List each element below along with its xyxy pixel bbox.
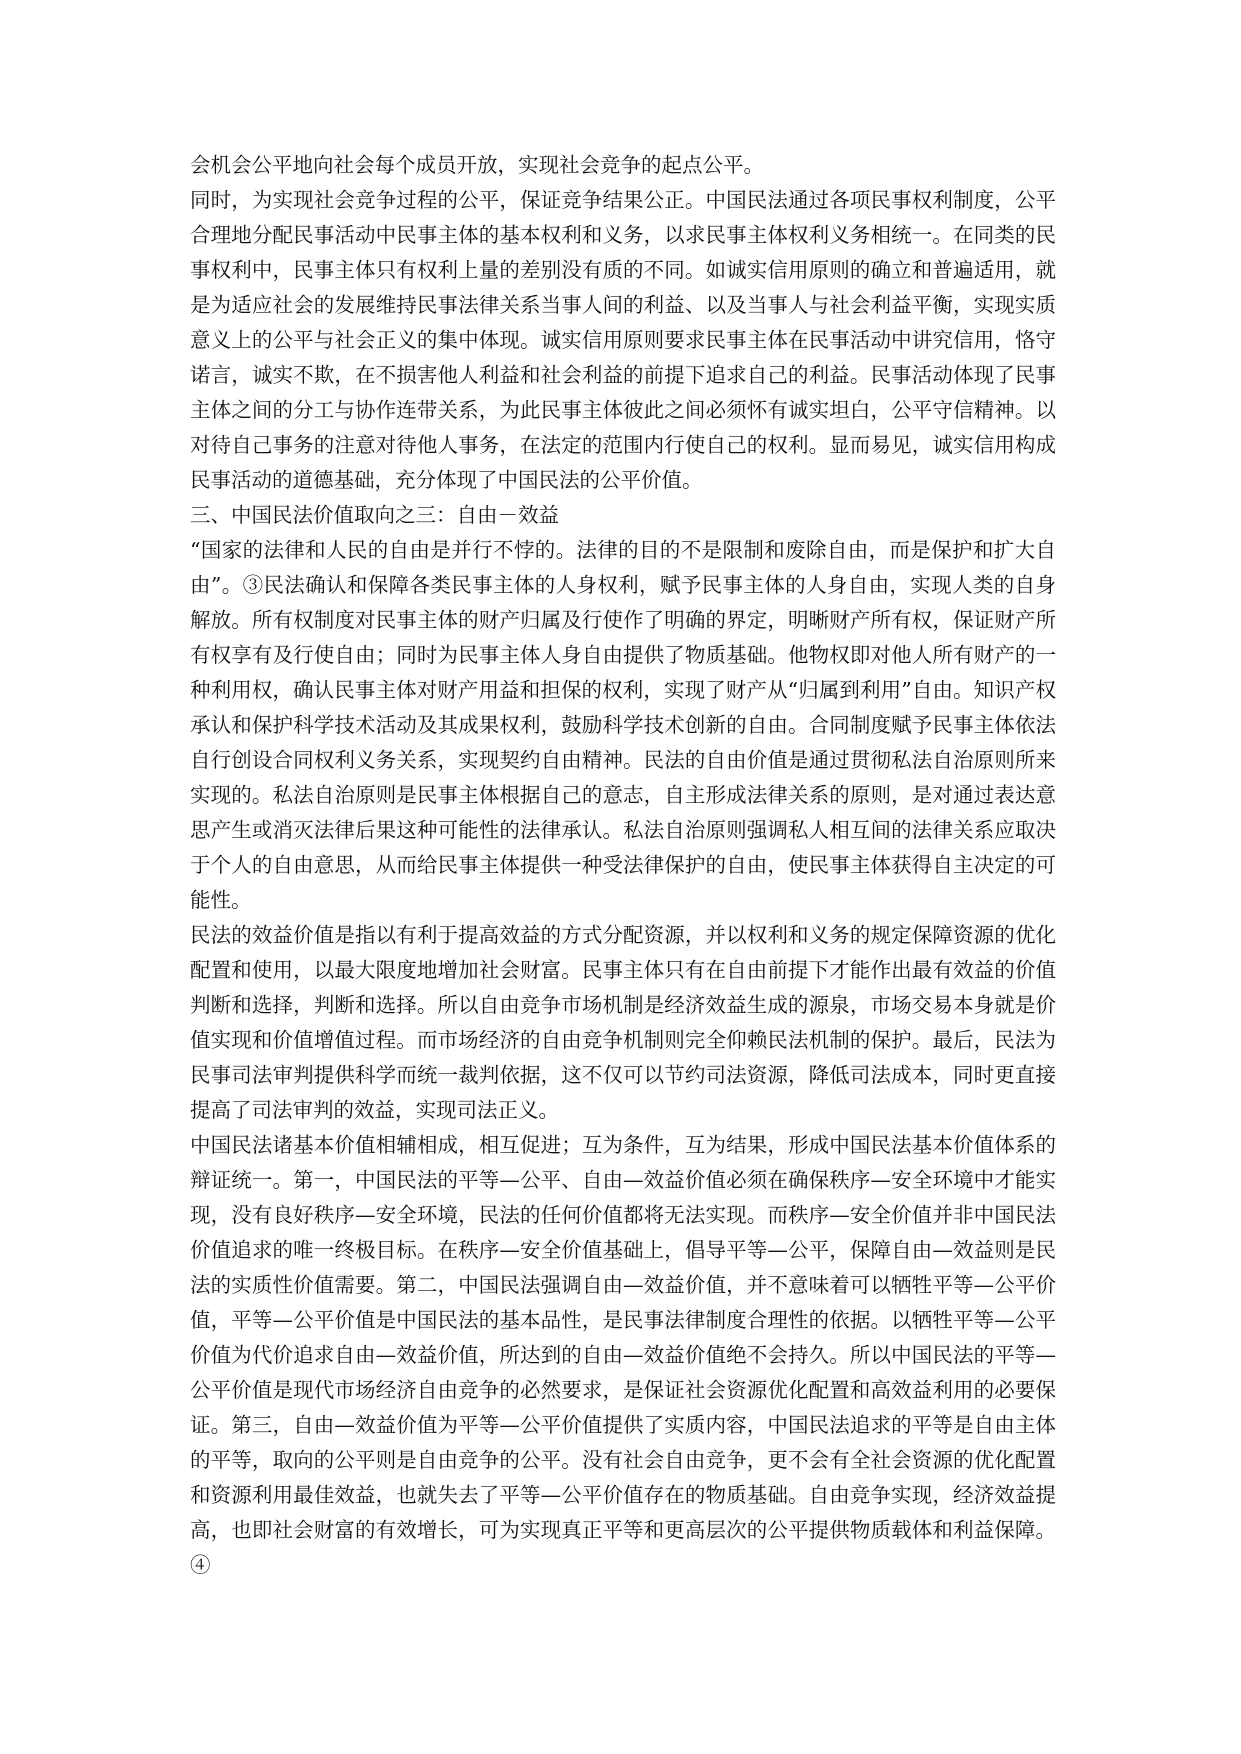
paragraph-conclusion: 中国民法诸基本价值相辅相成，相互促进；互为条件，互为结果，形成中国民法基本价值体系的辩证统一。第一，中国民法的平等—公平、自由—效益价值必须在确保秩序—安全环境中才能实现，没有良好秩序—安全环境，民法的任何价值都将无法实现。而秩序—安全价值并非中国民法价值追求的唯一终极目标。在秩序—安全价值基础上，倡导平等—公平，保障自由—效益则是民法的实质性价值需要。第二，中国民法强调自由—效益价值，并不意味着可以牺牲平等—公平价值，平等—公平价值是中国民法的基本品性，是民事法律制度合理性的依据。以牺牲平等—公平价值为代价追求自由—效益价值，所达到的自由—效益价值绝不会持久。所以中国民法的平等—公平价值是现代市场经济自由竞争的必然要求，是保证社会资源优化配置和高效益利用的必要保证。第三，自由—效益价值为平等—公平价值提供了实质内容，中国民法追求的平等是自由主体的平等，取向的公平则是自由竞争的公平。没有社会自由竞争，更不会有全社会资源的优化配置和资源利用最佳效益，也就失去了平等—公平价值存在的物质基础。自由竞争实现，经济效益提高，也即社会财富的有效增长，可为实现真正平等和更高层次的公平提供物质载体和利益保障。④ <box>190 1133 1056 1577</box>
body-text <box>190 148 1056 1583</box>
paragraph-efficiency: 民法的效益价值是指以有利于提高效益的方式分配资源，并以权利和义务的规定保障资源的优化配置和使用，以最大限度地增加社会财富。民事主体只有在自由前提下才能作出最有效益的价值判断和选择，判断和选择。所以自由竞争市场机制是经济效益生成的源泉，市场交易本身就是价值实现和价值增值过程。而市场经济的自由竞争机制则完全仰赖民法机制的保护。最后，民法为民事司法审判提供科学而统一裁判依据，这不仅可以节约司法资源，降低司法成本，同时更直接提高了司法审判的效益，实现司法正义。 <box>190 923 1056 1122</box>
paragraph-freedom: “国家的法律和人民的自由是并行不悖的。法律的目的不是限制和废除自由，而是保护和扩大自由”。③民法确认和保障各类民事主体的人身权利，赋予民事主体的人身自由，实现人类的自身解放。所有权制度对民事主体的财产归属及行使作了明确的界定，明晰财产所有权，保证财产所有权享有及行使自由；同时为民事主体人身自由提供了物质基础。他物权即对他人所有财产的一种利用权，确认民事主体对财产用益和担保的权利，实现了财产从“归属到利用”自由。知识产权承认和保护科学技术活动及其成果权利，鼓励科学技术创新的自由。合同制度赋予民事主体依法自行创设合同权利义务关系，实现契约自由精神。民法的自由价值是通过贯彻私法自治原则所来实现的。私法自治原则是民事主体根据自己的意志，自主形成法律关系的原则，是对通过表达意思产生或消灭法律后果这种可能性的法律承认。私法自治原则强调私人相互间的法律关系应取决于个人的自由意思，从而给民事主体提供一种受法律保护的自由，使民事主体获得自主决定的可能性。 <box>190 538 1056 912</box>
section-heading: 三、中国民法价值取向之三：自由－效益 <box>190 503 559 527</box>
paragraph-fairness: 同时，为实现社会竞争过程的公平，保证竞争结果公正。中国民法通过各项民事权利制度，公平合理地分配民事活动中民事主体的基本权利和义务，以求民事主体权利义务相统一。在同类的民事权利中，民事主体只有权利上量的差别没有质的不同。如诚实信用原则的确立和普遍适用，就是为适应社会的发展维持民事法律关系当事人间的利益、以及当事人与社会利益平衡，实现实质意义上的公平与社会正义的集中体现。诚实信用原则要求民事主体在民事活动中讲究信用，恪守诺言，诚实不欺，在不损害他人利益和社会利益的前提下追求自己的利益。民事活动体现了民事主体之间的分工与协作连带关系，为此民事主体彼此之间必须怀有诚实坦白，公平守信精神。以对待自己事务的注意对待他人事务，在法定的范围内行使自己的权利。显而易见，诚实信用构成民事活动的道德基础，充分体现了中国民法的公平价值。 <box>190 188 1056 492</box>
paragraph-continuation: 会机会公平地向社会每个成员开放，实现社会竞争的起点公平。 <box>190 153 764 177</box>
